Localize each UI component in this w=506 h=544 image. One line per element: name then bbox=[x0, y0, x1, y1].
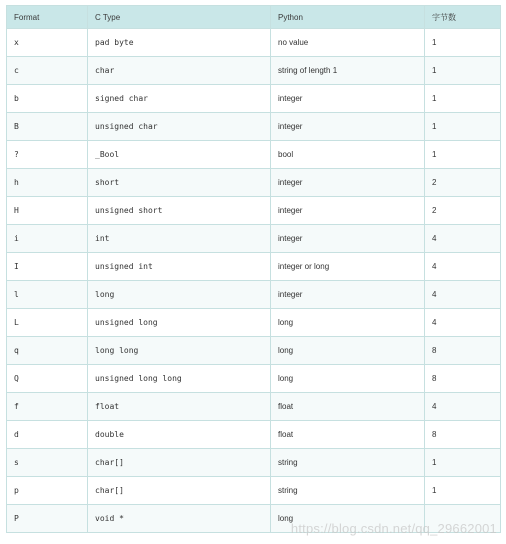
cell-format: I bbox=[7, 253, 88, 281]
format-table bbox=[6, 5, 501, 533]
cell-python: long bbox=[271, 365, 425, 393]
table-row bbox=[7, 253, 501, 281]
header-ctype: C Type bbox=[88, 6, 271, 29]
cell-python: string bbox=[271, 477, 425, 505]
cell-bytes: 4 bbox=[425, 225, 501, 253]
table-row bbox=[7, 225, 501, 253]
header-bytes: 字节数 bbox=[425, 6, 501, 29]
cell-bytes: 4 bbox=[425, 281, 501, 309]
cell-format: f bbox=[7, 393, 88, 421]
table-row bbox=[7, 281, 501, 309]
cell-bytes: 1 bbox=[425, 141, 501, 169]
cell-python: string bbox=[271, 449, 425, 477]
table-row bbox=[7, 57, 501, 85]
cell-bytes: 1 bbox=[425, 29, 501, 57]
cell-ctype: char[] bbox=[88, 449, 271, 477]
cell-python: no value bbox=[271, 29, 425, 57]
cell-python: long bbox=[271, 505, 425, 533]
cell-python: integer or long bbox=[271, 253, 425, 281]
table-row bbox=[7, 29, 501, 57]
table-row bbox=[7, 421, 501, 449]
cell-format: h bbox=[7, 169, 88, 197]
cell-python: float bbox=[271, 421, 425, 449]
cell-ctype: void * bbox=[88, 505, 271, 533]
cell-format: P bbox=[7, 505, 88, 533]
cell-format: ? bbox=[7, 141, 88, 169]
cell-format: p bbox=[7, 477, 88, 505]
header-format: Format bbox=[7, 6, 88, 29]
cell-format: s bbox=[7, 449, 88, 477]
cell-bytes: 8 bbox=[425, 421, 501, 449]
cell-format: L bbox=[7, 309, 88, 337]
cell-format: B bbox=[7, 113, 88, 141]
cell-ctype: char[] bbox=[88, 477, 271, 505]
cell-bytes: 1 bbox=[425, 477, 501, 505]
cell-ctype: unsigned long bbox=[88, 309, 271, 337]
table-row bbox=[7, 449, 501, 477]
table-row bbox=[7, 169, 501, 197]
cell-ctype: _Bool bbox=[88, 141, 271, 169]
cell-bytes: 1 bbox=[425, 113, 501, 141]
cell-format: d bbox=[7, 421, 88, 449]
cell-python: integer bbox=[271, 197, 425, 225]
cell-python: integer bbox=[271, 113, 425, 141]
watermark-text: https://blog.csdn.net/qq_29662001 bbox=[290, 521, 497, 536]
cell-python: integer bbox=[271, 85, 425, 113]
cell-format: Q bbox=[7, 365, 88, 393]
cell-python: float bbox=[271, 393, 425, 421]
cell-format: l bbox=[7, 281, 88, 309]
cell-bytes: 4 bbox=[425, 309, 501, 337]
cell-ctype: unsigned long long bbox=[88, 365, 271, 393]
cell-python: integer bbox=[271, 281, 425, 309]
cell-python: bool bbox=[271, 141, 425, 169]
table-row bbox=[7, 393, 501, 421]
cell-ctype: unsigned char bbox=[88, 113, 271, 141]
cell-bytes: 8 bbox=[425, 337, 501, 365]
cell-bytes: 4 bbox=[425, 393, 501, 421]
table-row bbox=[7, 197, 501, 225]
cell-ctype: long long bbox=[88, 337, 271, 365]
cell-ctype: int bbox=[88, 225, 271, 253]
cell-ctype: char bbox=[88, 57, 271, 85]
cell-ctype: unsigned int bbox=[88, 253, 271, 281]
header-python: Python bbox=[271, 6, 425, 29]
cell-python: long bbox=[271, 309, 425, 337]
cell-python: integer bbox=[271, 169, 425, 197]
cell-bytes: 1 bbox=[425, 449, 501, 477]
table-row bbox=[7, 365, 501, 393]
table-row bbox=[7, 477, 501, 505]
cell-bytes: 8 bbox=[425, 365, 501, 393]
cell-ctype: long bbox=[88, 281, 271, 309]
cell-ctype: short bbox=[88, 169, 271, 197]
cell-format: b bbox=[7, 85, 88, 113]
cell-ctype: double bbox=[88, 421, 271, 449]
cell-format: i bbox=[7, 225, 88, 253]
table-row bbox=[7, 337, 501, 365]
cell-bytes: 1 bbox=[425, 85, 501, 113]
cell-format: q bbox=[7, 337, 88, 365]
cell-format: c bbox=[7, 57, 88, 85]
cell-bytes: 4 bbox=[425, 253, 501, 281]
cell-bytes: 2 bbox=[425, 169, 501, 197]
table-row bbox=[7, 309, 501, 337]
table-row bbox=[7, 113, 501, 141]
cell-bytes: 1 bbox=[425, 57, 501, 85]
table-row bbox=[7, 141, 501, 169]
cell-ctype: pad byte bbox=[88, 29, 271, 57]
cell-ctype: float bbox=[88, 393, 271, 421]
cell-format: H bbox=[7, 197, 88, 225]
cell-format: x bbox=[7, 29, 88, 57]
cell-python: long bbox=[271, 337, 425, 365]
table-header-row bbox=[7, 6, 501, 29]
cell-ctype: signed char bbox=[88, 85, 271, 113]
cell-python: string of length 1 bbox=[271, 57, 425, 85]
cell-ctype: unsigned short bbox=[88, 197, 271, 225]
table-row bbox=[7, 85, 501, 113]
cell-bytes: 2 bbox=[425, 197, 501, 225]
cell-python: integer bbox=[271, 225, 425, 253]
